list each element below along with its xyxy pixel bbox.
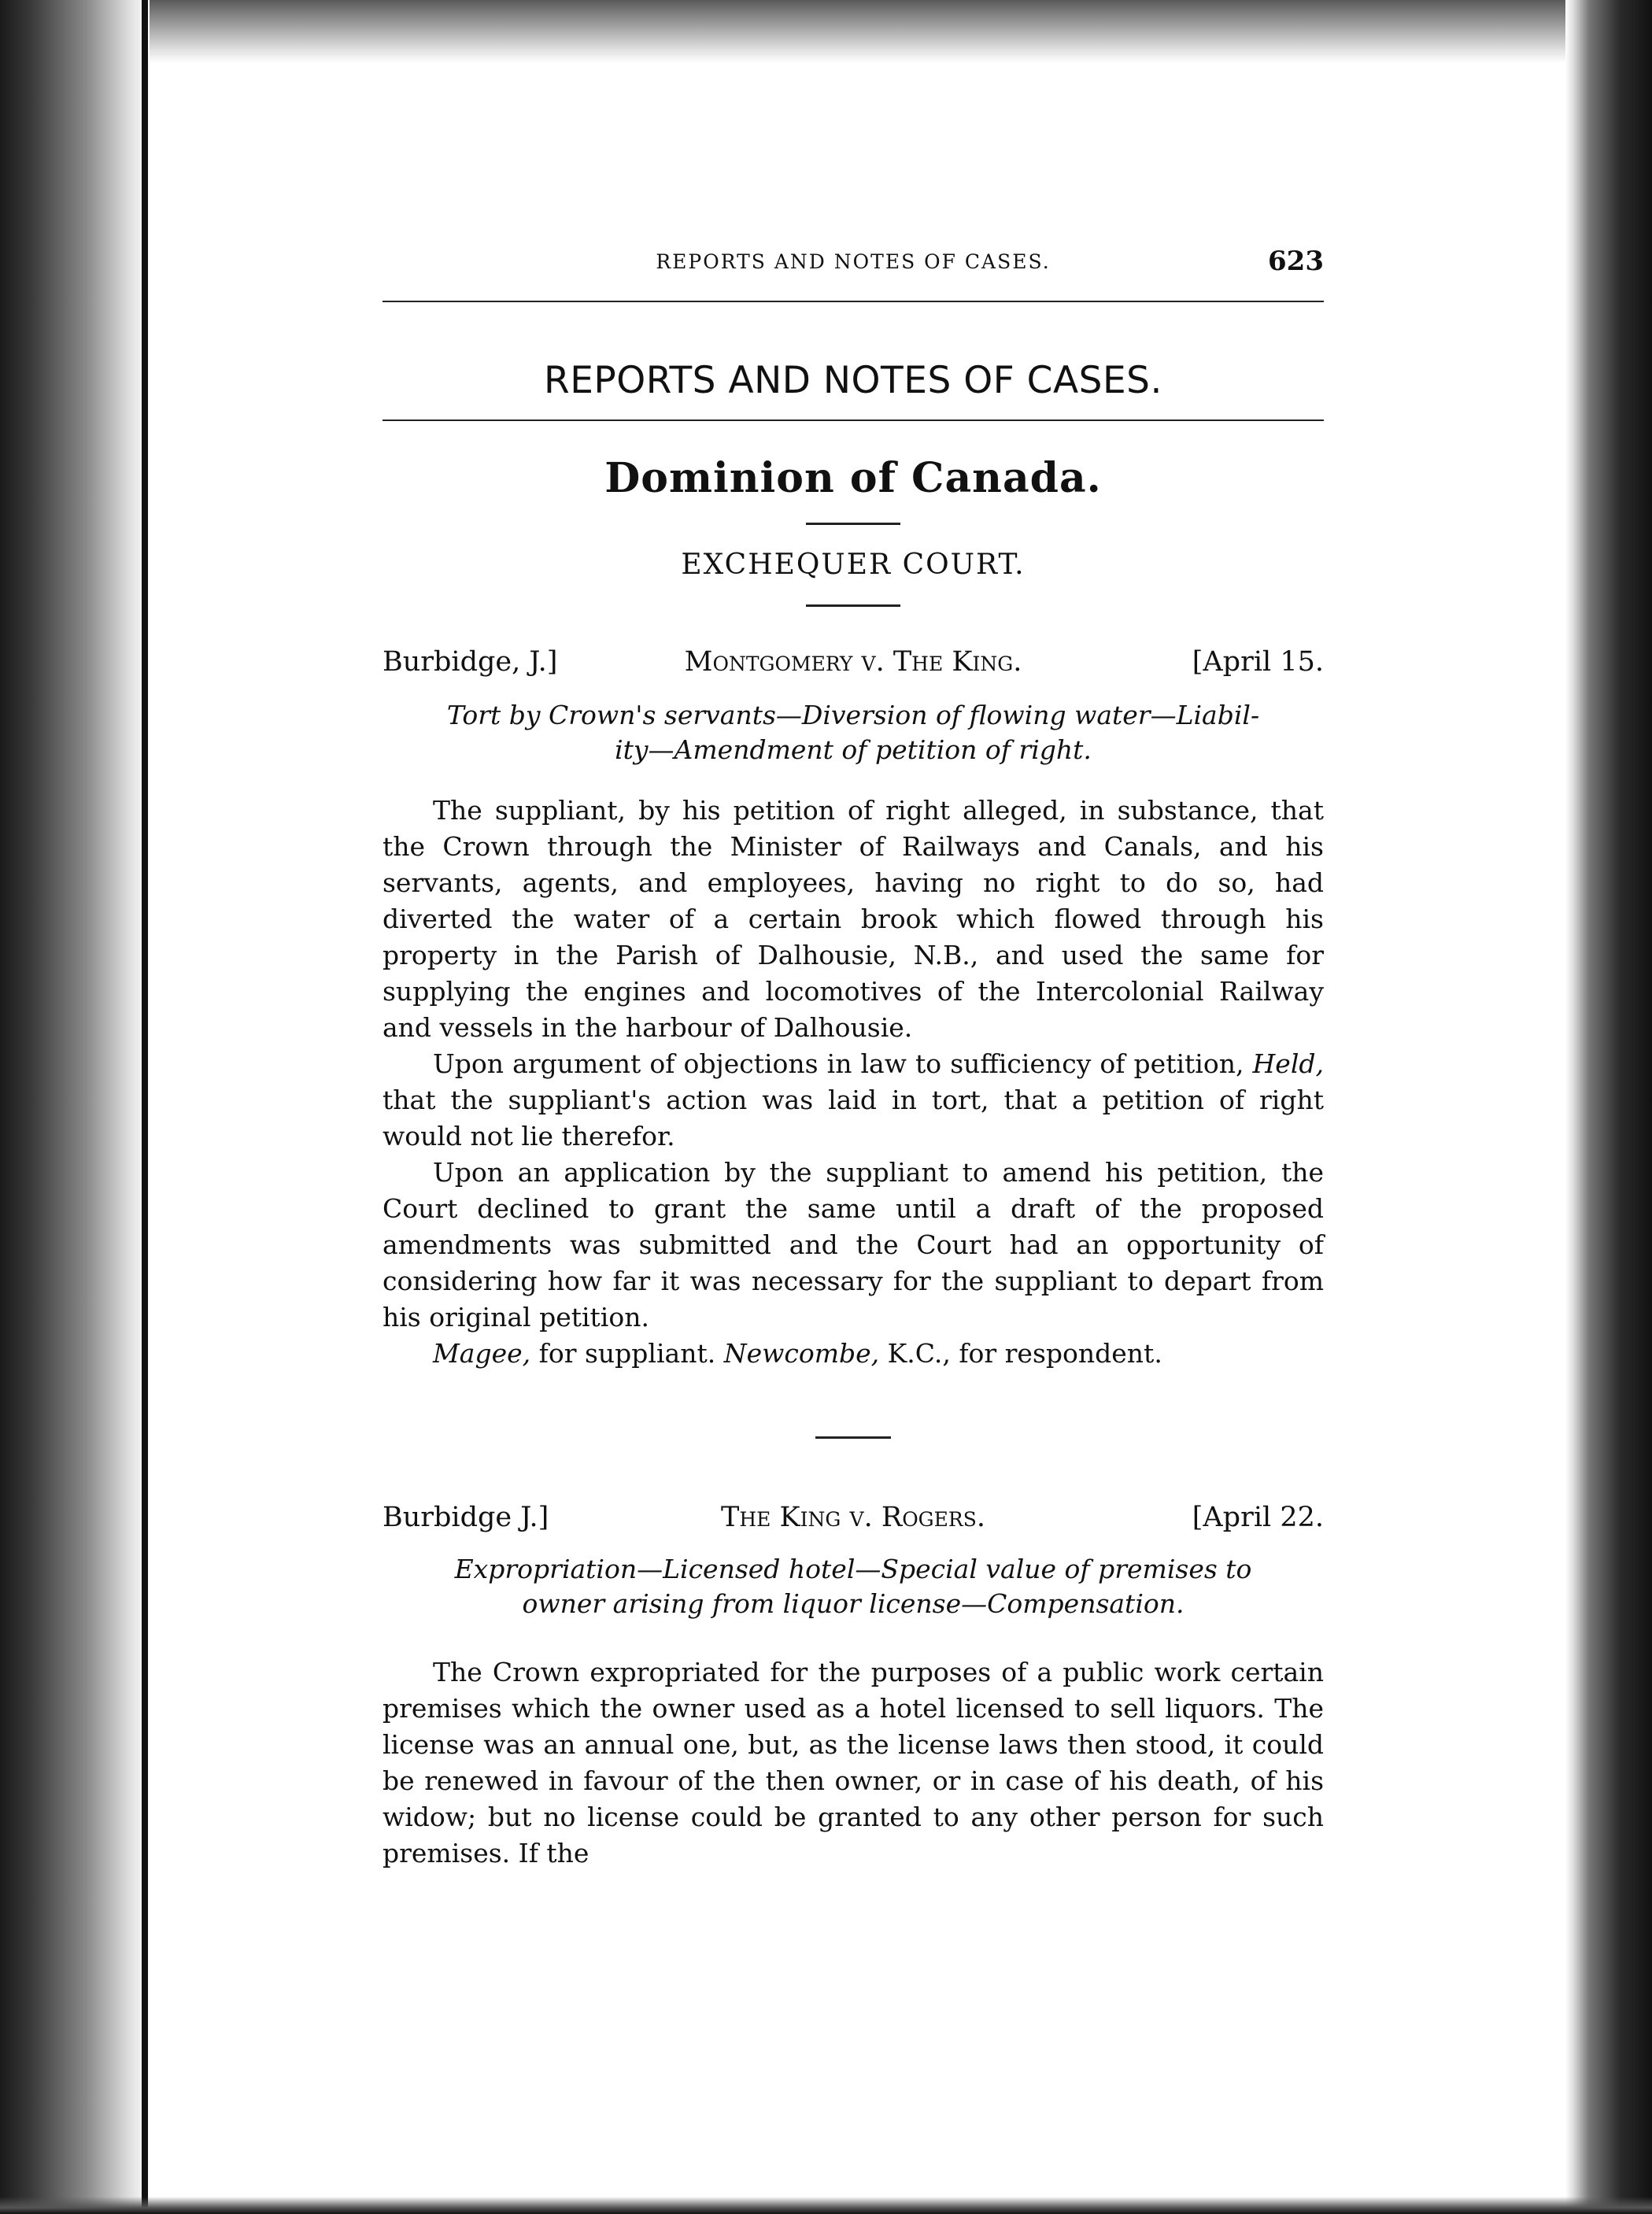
paragraph-text: that the suppliant's action was laid in tort, that a petition of right would not lie therefor. [383, 1085, 1324, 1151]
running-head-title: REPORTS AND NOTES OF CASES. [656, 250, 1051, 273]
paragraph-text: Upon argument of objections in law to sufficiency of petition, [433, 1048, 1244, 1079]
counsel-name: Magee, [433, 1338, 531, 1369]
case-paragraph [383, 1046, 1324, 1155]
binding-line [142, 0, 148, 2214]
case-date: [April 15. [1192, 646, 1324, 678]
scan-edge-top [0, 0, 1652, 63]
case-paragraph: The Crown expropriated for the purposes of a public work certain premises which the owner used as a hotel licensed to sell liquors. The license was an annual one, but, as the license laws then stood, it could be renewed in favour of the then owner, or in case of his death, of his widow; but no license could be granted to any other person for such premises. If the [383, 1657, 1324, 1868]
case-heading [383, 1502, 1324, 1541]
case-style: Montgomery v. The King. [684, 646, 1022, 678]
catchwords-line: ity—Amendment of petition of right. [615, 734, 1092, 765]
scan-edge-bottom [0, 2197, 1652, 2214]
page-number: 623 [1268, 246, 1324, 277]
case-date: [April 22. [1192, 1502, 1324, 1533]
court-heading: EXCHEQUER COURT. [681, 549, 1026, 581]
jurisdiction-heading: Dominion of Canada. [604, 454, 1102, 502]
counsel-name: Newcombe, [723, 1338, 880, 1369]
short-rule [806, 523, 900, 525]
case-judge: Burbidge, J.] [383, 646, 558, 678]
case-style: The King v. Rogers. [721, 1502, 985, 1533]
section-title: REPORTS AND NOTES OF CASES. [544, 359, 1162, 402]
header-rule [383, 301, 1324, 302]
scan-edge-left [0, 0, 150, 2214]
case-paragraph: Upon an application by the suppliant to amend his petition, the Court declined to grant the same until a draft of the proposed amendments was submitted and the Court had an opportunity of considering how far it was necessary for the suppliant to depart from his original petition. [383, 1157, 1324, 1332]
counsel-role: K.C., for respondent. [879, 1338, 1162, 1369]
catchwords-line: owner arising from liquor license—Compensation. [522, 1588, 1184, 1619]
scan-edge-right [1565, 0, 1652, 2214]
held-label: Held, [1252, 1048, 1324, 1079]
case-catchwords [383, 698, 1324, 767]
case-catchwords [383, 1552, 1324, 1621]
case-judge: Burbidge J.] [383, 1502, 549, 1533]
running-head [383, 236, 1324, 283]
section-rule [383, 420, 1324, 421]
case-paragraph: The suppliant, by his petition of right alleged, in substance, that the Crown through the Minister of Railways and Canals, and his servants, agents, and employees, having no right to do so, had diverted the water of a certain brook which flowed through his property in the Parish of Dalhousie, N.B., and used the same for supplying the engines and locomotives of the Intercolonial Railway and vessels in the harbour of Dalhousie. [383, 795, 1324, 1043]
counsel-line [383, 1336, 1324, 1372]
case-divider [815, 1436, 891, 1439]
page [383, 236, 1324, 1872]
catchwords-line: Expropriation—Licensed hotel—Special value of premises to [454, 1554, 1252, 1584]
short-rule [806, 604, 900, 607]
catchwords-line: Tort by Crown's servants—Diversion of flowing water—Liabil- [446, 700, 1260, 730]
counsel-role: for suppliant. [530, 1338, 724, 1369]
case-heading [383, 646, 1324, 686]
